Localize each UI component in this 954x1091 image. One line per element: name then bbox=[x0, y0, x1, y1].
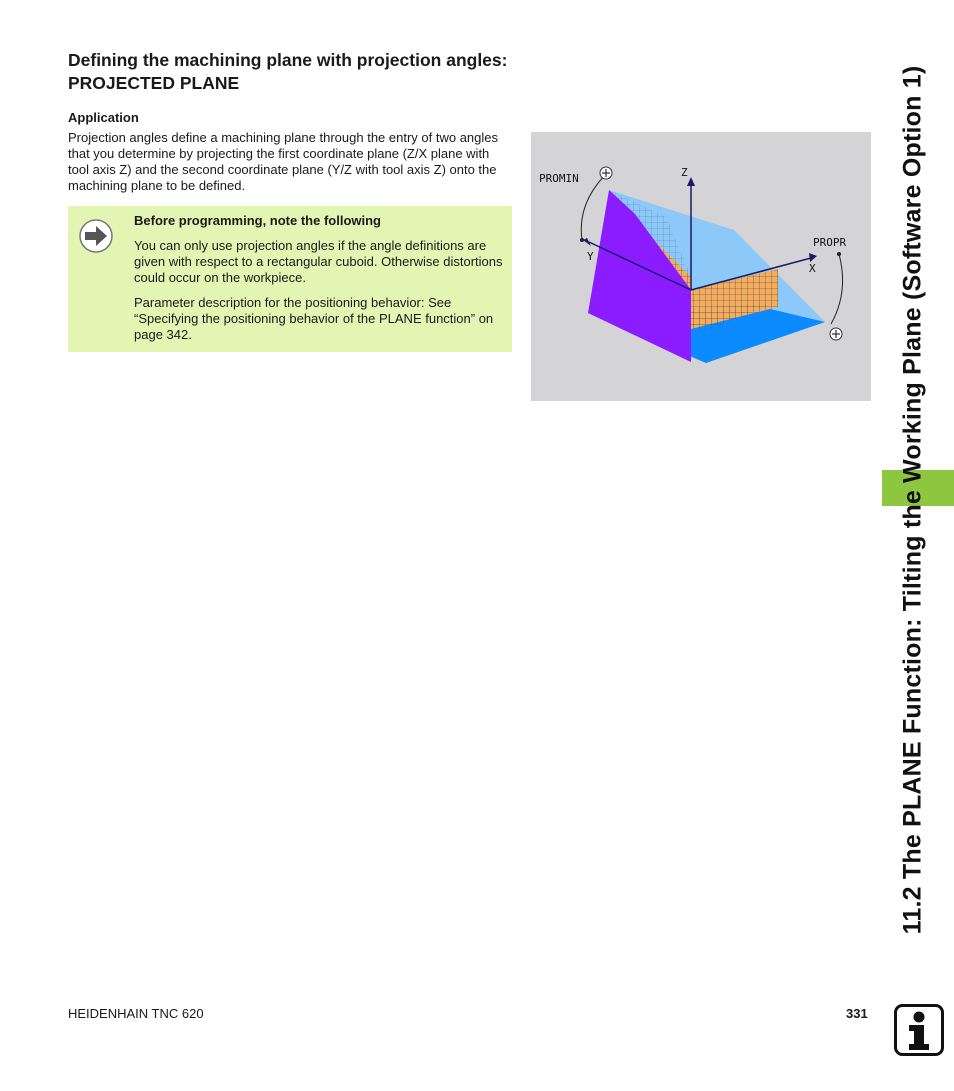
info-icon bbox=[894, 1004, 944, 1056]
body-paragraph: Projection angles define a machining plane through the entry of two angles that you determine by projecting the first coordinate plane (Z/X plane with tool axis Z) and the second coordinate plane (Y/Z with tool axis Z) onto the machining plane to be defined. bbox=[68, 130, 499, 193]
label-x: X bbox=[809, 262, 816, 275]
note-box bbox=[68, 206, 512, 352]
propr-arc bbox=[831, 254, 843, 324]
projected-plane-figure bbox=[531, 132, 871, 401]
label-propr: PROPR bbox=[813, 236, 847, 249]
page-title: Defining the machining plane with projection angles: PROJECTED PLANE bbox=[68, 50, 508, 93]
chapter-title: 11.2 The PLANE Function: Tilting the Working Plane (Software Option 1) bbox=[898, 65, 927, 935]
arrow-right-icon bbox=[79, 219, 113, 253]
note-paragraph: You can only use projection angles if the angle definitions are given with respect to a rectangular cuboid. Otherwise distortions could occur on the workpiece. bbox=[134, 238, 503, 285]
plus-marker-top bbox=[600, 167, 612, 179]
plus-marker-bottom bbox=[830, 328, 842, 340]
footer-product: HEIDENHAIN TNC 620 bbox=[68, 1006, 204, 1021]
label-y: Y bbox=[587, 250, 594, 263]
chapter-title-wrap bbox=[893, 40, 933, 960]
note-reference: Parameter description for the positioning behavior: See “Specifying the positioning behavior of the PLANE function” on page 342. bbox=[134, 295, 494, 342]
label-promin: PROMIN bbox=[539, 172, 579, 185]
section-heading: Application bbox=[68, 110, 139, 125]
page-number: 331 bbox=[846, 1006, 868, 1021]
label-z: Z bbox=[681, 166, 688, 179]
projected-plane-diagram bbox=[531, 132, 871, 401]
note-title: Before programming, note the following bbox=[134, 213, 381, 228]
